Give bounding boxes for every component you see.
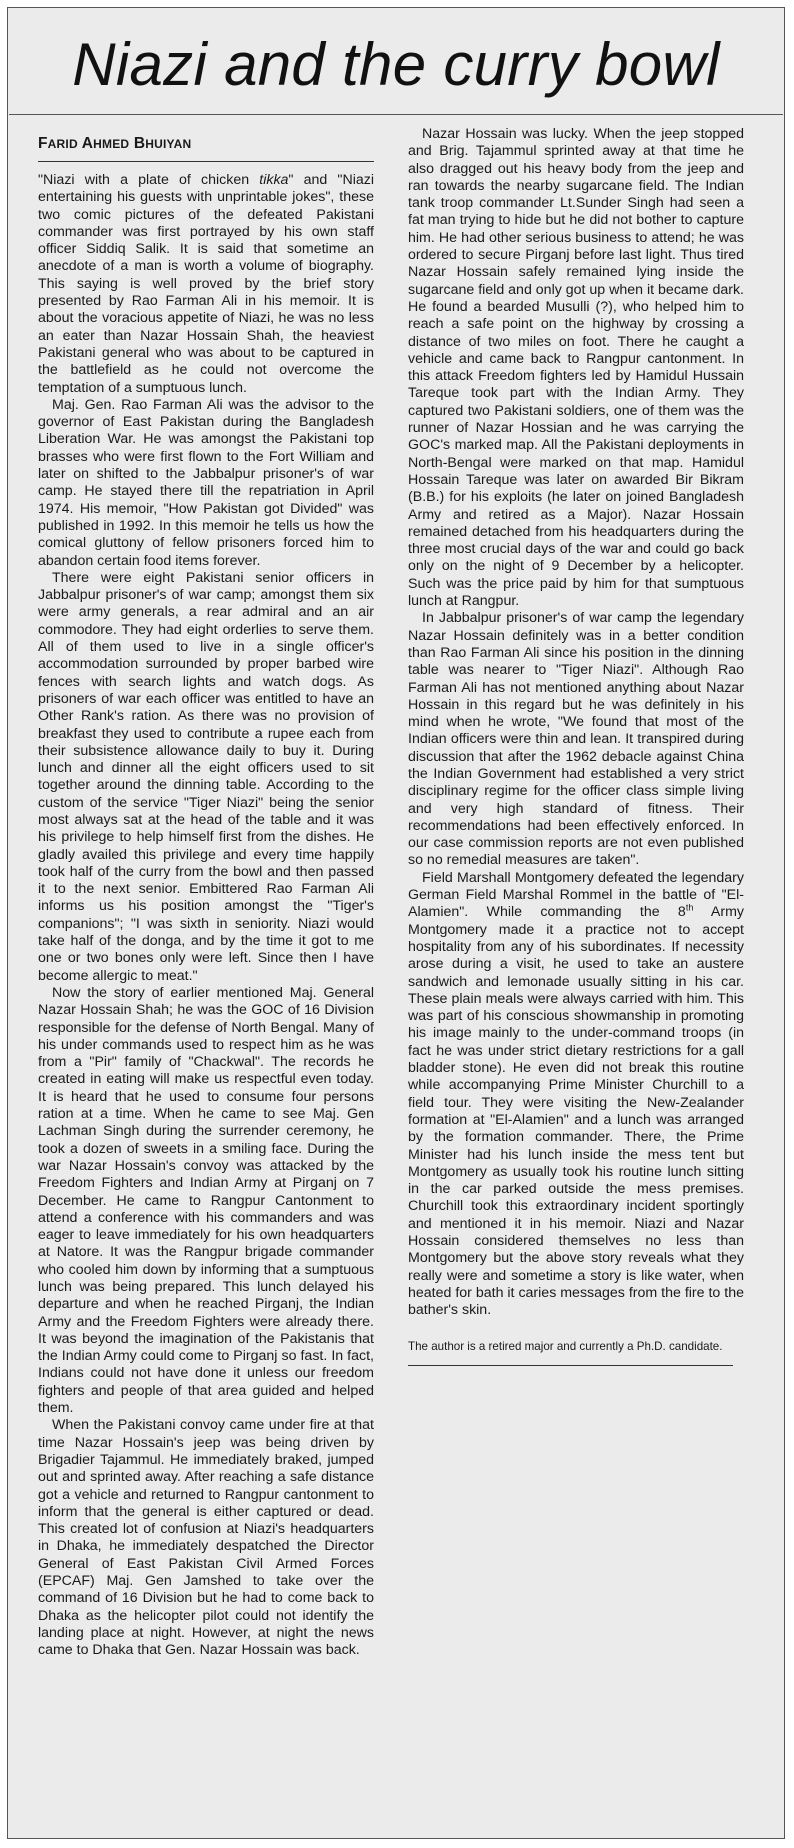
- paragraph-7: In Jabbalpur prisoner's of war camp the legendary Nazar Hossain definitely was in a better condition than Rao Farman Ali since his position in the dinning table was nearer to "Tiger Niazi". Although Rao Farman Ali has not mentioned anything about Nazar Hossain in this regard but he was definitely in his mind when he wrote, "We found that most of the Indian officers were thin and lean. It transpired during discussion that after the 1962 debacle against China the Indian Government had established a very strict disciplinary regime for the officer class simple living and very high standard of fitness. Their recommendations had been effectively enforced. In our case commission reports are not even published so no remedial measures are taken".: [408, 610, 744, 869]
- author-byline: [38, 134, 374, 162]
- paragraph-6: Nazar Hossain was lucky. When the jeep stopped and Brig. Tajammul sprinted away at that time he also dragged out his heavy body from the jeep and ran towards the nearby sugarcane field. The Indian tank troop commander Lt.Sunder Singh had seen a fat man trying to hide but he did not bother to capture him. He had other serious business to attend; he was ordered to secure Pirganj before last light. Thus tired Nazar Hossain safely remained lying inside the sugarcane field and only got up when it became dark. He found a bearded Musulli (?), who helped him to reach a safe point on the highway by crossing a distance of two miles on foot. There he caught a vehicle and came back to Rangpur cantonment. In this attack Freedom fighters led by Hamidul Hussain Tareque took part with the Indian Army. They captured two Pakistani soldiers, one of them was the runner of Nazar Hossian and he was carrying the GOC's marked map. All the Pakistani deployments in North-Bengal were marked on that map. Hamidul Hossain Tareque was later on awarded Bir Bikram (B.B.) for his exploits (he later on joined Bangladesh Army and retired as a Major). Nazar Hossain remained detached from his headquarters during the three most crucial days of the war and could go back only on the night of 9 December by a helicopter. Such was the price paid by him for that sumptuous lunch at Rangpur.: [408, 126, 744, 610]
- superscript-th: th: [685, 902, 694, 913]
- paragraph-2: Maj. Gen. Rao Farman Ali was the advisor to the governor of East Pakistan during the Bangladesh Liberation War. He was amongst the Pakistani top brasses who were first flown to the Fort William and later on shifted to the Jabbalpur prisoner's of war camp. He stayed there till the repatriation in April 1974. His memoir, "How Pakistan got Divided" was published in 1992. In this memoir he tells us how the comical gluttony of fellow prisoners forced him to abandon certain food items forever.: [38, 396, 374, 569]
- article-page: [7, 7, 785, 1839]
- paragraph-1: [38, 172, 374, 397]
- column-right: [408, 126, 744, 1366]
- author-name: FARID AHMED BHUIYAN: [38, 135, 192, 152]
- paragraph-4: Now the story of earlier mentioned Maj. General Nazar Hossain Shah; he was the GOC of 16 Division responsible for the defense of North Bengal. Many of his under commands used to respect him as he was from a "Pir" family of "Chackwal". The records he created in eating will make us respectful even today. It is heard that he used to consume four persons ration at a time. When he came to see Maj. Gen Lachman Singh during the surrender ceremony, he took a dozen of sweets in a smiling face. During the war Nazar Hossain's convoy was attacked by the Freedom Fighters and Indian Army at Pirganj on 7 December. He came to Rangpur Cantonment to attend a conference with his commanders and was eager to leave immediately for his own headquarters at Natore. It was the Rangpur brigade commander who cooled him down by informing that a sumptuous lunch was being prepared. This lunch delayed his departure and when he reached Pirganj, the Indian Army and the Freedom Fighters were already there. It was beyond the imagination of the Pakistanis that the Indian Army could come to Pirganj so fast. In fact, Indians could not have done it unless our freedom fighters and people of that area guided and helped them.: [38, 984, 374, 1417]
- title-divider: [9, 114, 783, 115]
- author-note: The author is a retired major and currently a Ph.D. candidate.: [408, 1339, 733, 1366]
- paragraph-5: When the Pakistani convoy came under fire at that time Nazar Hossain's jeep was being driven by Brigadier Tajammul. He immediately braked, jumped out and sprinted away. After reaching a safe distance got a vehicle and returned to Rangpur cantonment to inform that the general is either captured or dead. This created lot of confusion at Niazi's headquarters in Dhaka, he immediately despatched the Director General of East Pakistan Civil Armed Forces (EPCAF) Maj. Gen Jamshed to take over the command of 16 Division but he had to come back to Dhaka as the helicopter pilot could not identify the landing place at night. However, at night the news came to Dhaka that Gen. Nazar Hossain was back.: [38, 1417, 374, 1659]
- paragraph-1-italic: tikka: [259, 172, 289, 188]
- paragraph-1-a: "Niazi with a plate of chicken: [38, 172, 260, 188]
- column-left: [38, 126, 374, 1660]
- paragraph-8-a: Field Marshall Montgomery defeated the legendary German Field Marshal Rommel in the battle of "El-Alamien". While commanding the 8: [408, 869, 744, 921]
- article-title: Niazi and the curry bowl: [72, 31, 720, 98]
- paragraph-8-b: Army Montgomery made it a practice not to accept hospitality from any of his subordinates. If necessity arose during a visit, he used to take an austere sandwich and lemonade usually sitting in his car. These plain meals were always carried with him. This was part of his conscious showmanship in promoting his image mainly to the under-command troops (in fact he was under strict dietary restrictions for a gall bladder stone). He even did not break this routine while accompanying Prime Minister Churchill to a field tour. They were visiting the New-Zealander formation at "El-Alamien" and a lunch was arranged by the formation commander. There, the Prime Minister had his lunch inside the mess tent but Montgomery as usually took his routine lunch sitting in the car parked outside the mess premises. Churchill took this extraordinary incident sportingly and mentioned it in his memoir. Niazi and Nazar Hossain considered themselves no less than Montgomery but the above story reveals what they really were and sometime a story is like water, when heated for bath it caries messages from the fire to the bather's skin.: [408, 904, 744, 1319]
- paragraph-1-b: " and "Niazi entertaining his guests with unprintable jokes", these two comic pictures of the defeated Pakistani commander was first portrayed by his own staff officer Siddiq Salik. It is said that sometime an anecdote of a man is worth a volume of biography. This saying is well proved by the brief story presented by Rao Farman Ali in his memoir. It is about the voracious appetite of Niazi, he was no less an eater than Nazar Hossain Shah, the heaviest Pakistani general who was about to be captured in the battlefield as he could not overcome the temptation of a sumptuous lunch.: [38, 172, 374, 396]
- paragraph-8: [408, 870, 744, 1320]
- paragraph-3: There were eight Pakistani senior officers in Jabbalpur prisoner's of war camp; amongst them six were army generals, a rear admiral and an air commodore. They had eight orderlies to serve them. All of them used to live in a single officer's accommodation surrounded by proper barbed wire fences with search lights and watch dogs. As prisoners of war each officer was entitled to have an Other Rank's ration. As there was no provision of breakfast they used to contribute a rupee each from their subsistence allowance daily to buy it. During lunch and dinner all the eight officers used to sit together around the dinning table. According to the custom of the service "Tiger Niazi" being the senior most always sat at the head of the table and it was his privilege to help himself first from the dishes. He gladly availed this privilege and every time happily took half of the curry from the bowl and then passed it to the next senior. Embittered Rao Farman Ali informs us his position amongst the "Tiger's companions"; "I was sixth in seniority. Niazi would take half of the donga, and by the time it got to me one or two bones only were left. Since then I have become allergic to meat.": [38, 569, 374, 984]
